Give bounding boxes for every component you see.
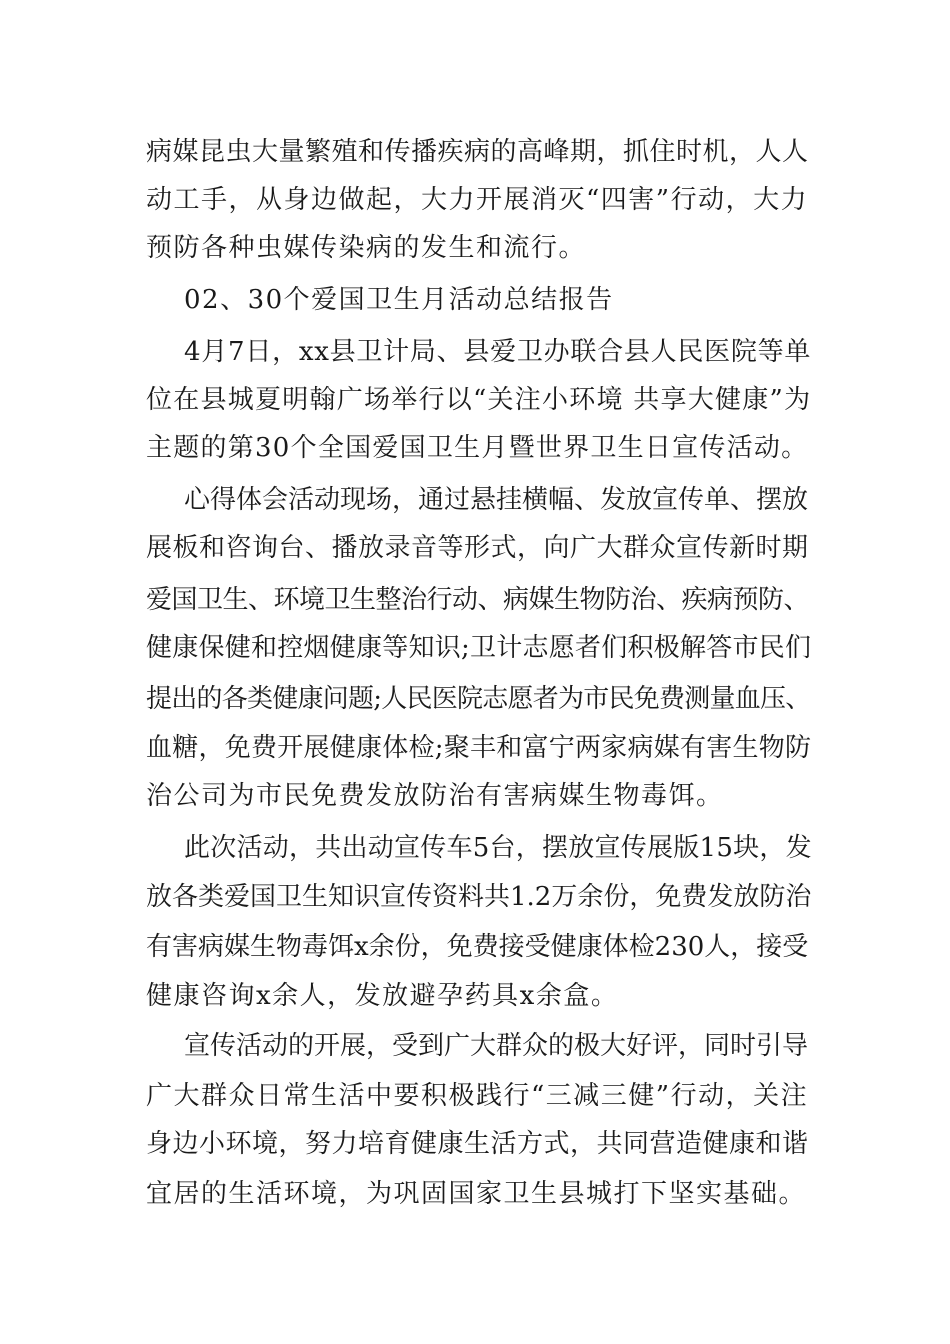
- section-heading: 02、30个爱国卫生月活动总结报告: [184, 285, 614, 315]
- text-line: 宣传活动的开展，受到广大群众的极大好评，同时引导: [184, 1031, 809, 1061]
- text-line: 4月7日，xx县卫计局、县爱卫办联合县人民医院等单: [184, 337, 812, 367]
- text-line: 动工手，从身边做起，大力开展消灭“四害”行动，大力: [146, 185, 809, 215]
- text-line: 展板和咨询台、播放录音等形式，向广大群众宣传新时期: [146, 533, 809, 563]
- text-line: 位在县城夏明翰广场举行以“关注小环境 共享大健康”为: [146, 385, 812, 415]
- text-line: 血糖，免费开展健康体检;聚丰和富宁两家病媒有害生物防: [146, 733, 812, 763]
- text-line: 预防各种虫媒传染病的发生和流行。: [146, 233, 587, 263]
- text-line: 宜居的生活环境，为巩固国家卫生县城打下坚实基础。: [146, 1179, 807, 1209]
- text-line: 病媒昆虫大量繁殖和传播疾病的高峰期，抓住时机，人人: [146, 137, 809, 167]
- text-line: 心得体会活动现场，通过悬挂横幅、发放宣传单、摆放: [184, 485, 809, 515]
- text-line: 主题的第30个全国爱国卫生月暨世界卫生日宣传活动。: [146, 433, 809, 463]
- text-line: 提出的各类健康问题;人民医院志愿者为市民免费测量血压、: [146, 684, 811, 714]
- text-line: 健康保健和控烟健康等知识;卫计志愿者们积极解答市民们: [146, 633, 812, 663]
- text-line: 治公司为市民免费发放防治有害病媒生物毒饵。: [146, 781, 724, 811]
- text-line: 有害病媒生物毒饵x余份，免费接受健康体检230人，接受: [146, 932, 809, 962]
- text-line: 放各类爱国卫生知识宣传资料共1.2万余份，免费发放防治: [146, 882, 812, 912]
- text-line: 爱国卫生、环境卫生整治行动、病媒生物防治、疾病预防、: [146, 585, 810, 615]
- text-line: 广大群众日常生活中要积极践行“三减三健”行动，关注: [146, 1081, 809, 1111]
- text-line: 身边小环境，努力培育健康生活方式，共同营造健康和谐: [146, 1129, 809, 1159]
- text-line: 此次活动，共出动宣传车5台，摆放宣传展版15块，发: [184, 833, 812, 863]
- text-line: 健康咨询x余人，发放避孕药具x余盒。: [146, 981, 619, 1011]
